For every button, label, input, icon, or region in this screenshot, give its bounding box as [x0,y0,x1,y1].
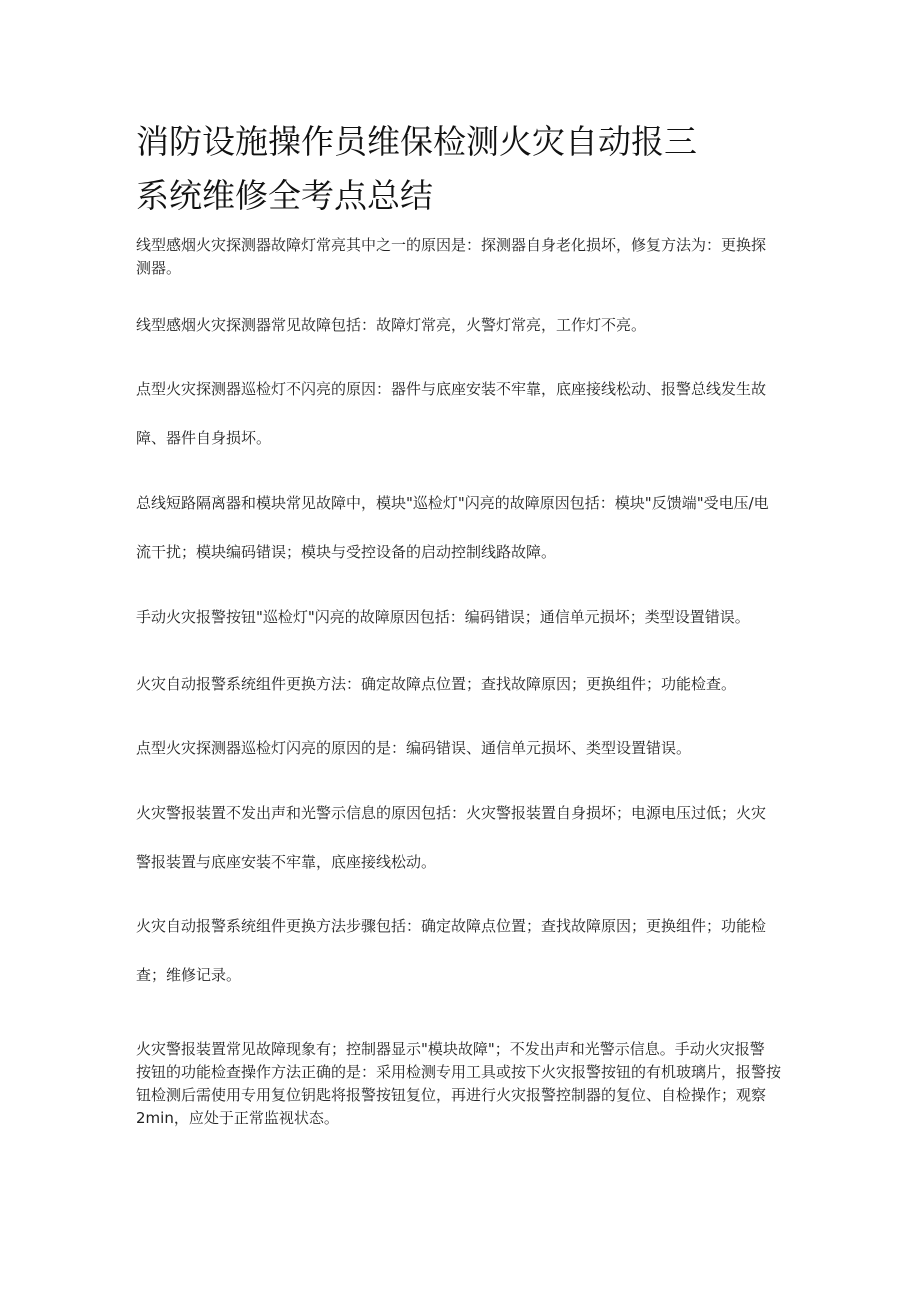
text-line: 火灾自动报警系统组件更换方法步骤包括：确定故障点位置；查找故障原因；更换组件；功能检 [136,917,767,935]
text-line: 按钮的功能检查操作方法正确的是：采用检测专用工具或按下火灾报警按钮的有机玻璃片，报警按 [136,1063,782,1081]
text-line: 手动火灾报警按钮"巡检灯"闪亮的故障原因包括：编码错误；通信单元损坏；类型设置错误。 [136,608,750,626]
text-line: 火灾自动报警系统组件更换方法：确定故障点位置；查找故障原因；更换组件；功能检查。 [136,675,737,693]
text-line: 钮检测后需使用专用复位钥匙将报警按钮复位，再进行火灾报警控制器的复位、自检操作；观察 [136,1086,767,1104]
text-line: 警报装置与底座安装不牢靠，底座接线松动。 [136,853,437,871]
text-line: 火灾警报装置不发出声和光警示信息的原因包括：火灾警报装置自身损坏；电源电压过低；火灾 [136,804,767,822]
text-line: 点型火灾探测器巡检灯闪亮的原因的是：编码错误、通信单元损坏、类型设置错误。 [136,739,692,757]
text-line: 2min，应处于正常监视状态。 [136,1109,339,1127]
text-line: 测器。 [136,259,182,277]
page-title-line-1: 消防设施操作员维保检测火灾自动报三 [136,122,697,161]
text-line: 线型感烟火灾探测器故障灯常亮其中之一的原因是：探测器自身老化损坏，修复方法为：更换探 [136,236,767,254]
text-line: 点型火灾探测器巡检灯不闪亮的原因：器件与底座安装不牢靠，底座接线松动、报警总线发生故 [136,380,767,398]
text-line: 总线短路隔离器和模块常见故障中，模块"巡检灯"闪亮的故障原因包括：模块"反馈端"受电压/电 [136,494,769,512]
page-title-line-2: 系统维修全考点总结 [136,176,433,215]
text-line: 线型感烟火灾探测器常见故障包括：故障灯常亮，火警灯常亮，工作灯不亮。 [136,316,647,334]
text-line: 火灾警报装置常见故障现象有；控制器显示"模块故障"；不发出声和光警示信息。手动火灾报警 [136,1040,765,1058]
text-line: 查；维修记录。 [136,966,242,984]
text-line: 障、器件自身损坏。 [136,429,272,447]
text-line: 流干扰；模块编码错误；模块与受控设备的启动控制线路故障。 [136,543,557,561]
